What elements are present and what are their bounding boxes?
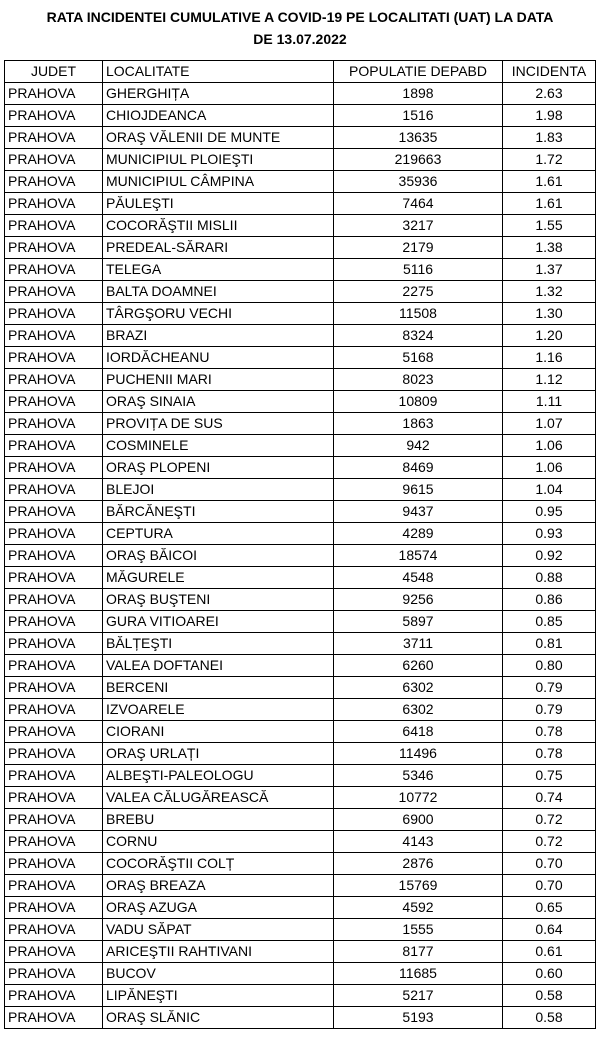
cell-judet: PRAHOVA: [5, 457, 103, 479]
table-row: [5, 303, 596, 325]
table-row: [5, 127, 596, 149]
cell-localitate: IZVOARELE: [103, 699, 334, 721]
cell-localitate: ORAŞ SINAIA: [103, 391, 334, 413]
table-row: [5, 501, 596, 523]
cell-judet: PRAHOVA: [5, 633, 103, 655]
cell-populatie: 219663: [334, 149, 503, 171]
cell-populatie: 1555: [334, 919, 503, 941]
cell-localitate: IORDĂCHEANU: [103, 347, 334, 369]
cell-judet: PRAHOVA: [5, 325, 103, 347]
table-row: [5, 721, 596, 743]
cell-incidenta: 0.61: [503, 941, 596, 963]
header-incidenta: INCIDENTA: [503, 61, 596, 83]
cell-populatie: 7464: [334, 193, 503, 215]
cell-incidenta: 1.11: [503, 391, 596, 413]
table-header: [5, 61, 596, 83]
cell-populatie: 3711: [334, 633, 503, 655]
table-row: [5, 831, 596, 853]
cell-incidenta: 0.58: [503, 1007, 596, 1029]
cell-judet: PRAHOVA: [5, 83, 103, 105]
cell-localitate: BĂRCĂNEŞTI: [103, 501, 334, 523]
cell-localitate: BLEJOI: [103, 479, 334, 501]
cell-incidenta: 2.63: [503, 83, 596, 105]
cell-localitate: BRAZI: [103, 325, 334, 347]
cell-populatie: 6302: [334, 699, 503, 721]
cell-populatie: 6260: [334, 655, 503, 677]
cell-judet: PRAHOVA: [5, 677, 103, 699]
table-row: [5, 523, 596, 545]
cell-incidenta: 1.20: [503, 325, 596, 347]
page-title-line-1: RATA INCIDENTEI CUMULATIVE A COVID-19 PE LOCALITATI (UAT) LA DATA: [46, 9, 554, 25]
cell-localitate: VADU SĂPAT: [103, 919, 334, 941]
table-row: [5, 281, 596, 303]
cell-incidenta: 1.61: [503, 171, 596, 193]
cell-populatie: 8177: [334, 941, 503, 963]
table-row: [5, 105, 596, 127]
cell-localitate: CORNU: [103, 831, 334, 853]
cell-localitate: ORAŞ VĂLENII DE MUNTE: [103, 127, 334, 149]
cell-judet: PRAHOVA: [5, 215, 103, 237]
table-row: [5, 655, 596, 677]
cell-incidenta: 0.95: [503, 501, 596, 523]
cell-localitate: PREDEAL-SĂRARI: [103, 237, 334, 259]
header-localitate: LOCALITATE: [103, 61, 334, 83]
cell-populatie: 5217: [334, 985, 503, 1007]
cell-populatie: 18574: [334, 545, 503, 567]
cell-localitate: ARICEŞTII RAHTIVANI: [103, 941, 334, 963]
table-body: [5, 83, 596, 1029]
cell-judet: PRAHOVA: [5, 875, 103, 897]
cell-judet: PRAHOVA: [5, 963, 103, 985]
cell-incidenta: 0.88: [503, 567, 596, 589]
cell-incidenta: 0.75: [503, 765, 596, 787]
cell-localitate: TELEGA: [103, 259, 334, 281]
cell-judet: PRAHOVA: [5, 303, 103, 325]
table-row: [5, 215, 596, 237]
cell-judet: PRAHOVA: [5, 501, 103, 523]
table-row: [5, 479, 596, 501]
cell-judet: PRAHOVA: [5, 545, 103, 567]
cell-localitate: BĂLȚEŞTI: [103, 633, 334, 655]
table-row: [5, 919, 596, 941]
cell-populatie: 13635: [334, 127, 503, 149]
cell-localitate: CHIOJDEANCA: [103, 105, 334, 127]
cell-localitate: MĂGURELE: [103, 567, 334, 589]
cell-incidenta: 0.70: [503, 875, 596, 897]
page-title: [0, 6, 600, 50]
cell-localitate: MUNICIPIUL PLOIEŞTI: [103, 149, 334, 171]
cell-localitate: VALEA CĂLUGĂREASCĂ: [103, 787, 334, 809]
cell-localitate: PUCHENII MARI: [103, 369, 334, 391]
cell-judet: PRAHOVA: [5, 699, 103, 721]
cell-judet: PRAHOVA: [5, 1007, 103, 1029]
cell-incidenta: 0.72: [503, 809, 596, 831]
table-row: [5, 83, 596, 105]
table-row: [5, 259, 596, 281]
cell-incidenta: 0.92: [503, 545, 596, 567]
table-row: [5, 699, 596, 721]
cell-localitate: ORAŞ PLOPENI: [103, 457, 334, 479]
cell-populatie: 2275: [334, 281, 503, 303]
cell-incidenta: 0.74: [503, 787, 596, 809]
cell-populatie: 5897: [334, 611, 503, 633]
cell-judet: PRAHOVA: [5, 281, 103, 303]
cell-incidenta: 0.79: [503, 699, 596, 721]
cell-judet: PRAHOVA: [5, 149, 103, 171]
table-row: [5, 677, 596, 699]
cell-incidenta: 1.98: [503, 105, 596, 127]
cell-localitate: VALEA DOFTANEI: [103, 655, 334, 677]
cell-populatie: 3217: [334, 215, 503, 237]
cell-judet: PRAHOVA: [5, 347, 103, 369]
cell-populatie: 8324: [334, 325, 503, 347]
cell-localitate: ALBEŞTI-PALEOLOGU: [103, 765, 334, 787]
header-populatie: POPULATIE DEPABD: [334, 61, 503, 83]
cell-populatie: 15769: [334, 875, 503, 897]
cell-populatie: 4289: [334, 523, 503, 545]
cell-populatie: 6418: [334, 721, 503, 743]
cell-judet: PRAHOVA: [5, 391, 103, 413]
cell-incidenta: 1.16: [503, 347, 596, 369]
cell-localitate: CIORANI: [103, 721, 334, 743]
cell-incidenta: 0.78: [503, 743, 596, 765]
cell-judet: PRAHOVA: [5, 479, 103, 501]
cell-populatie: 9615: [334, 479, 503, 501]
table-row: [5, 985, 596, 1007]
cell-populatie: 4143: [334, 831, 503, 853]
header-row: [5, 61, 596, 83]
cell-populatie: 9256: [334, 589, 503, 611]
cell-judet: PRAHOVA: [5, 853, 103, 875]
table-row: [5, 435, 596, 457]
cell-populatie: 11508: [334, 303, 503, 325]
cell-incidenta: 1.07: [503, 413, 596, 435]
cell-populatie: 2179: [334, 237, 503, 259]
table-row: [5, 237, 596, 259]
cell-judet: PRAHOVA: [5, 765, 103, 787]
cell-incidenta: 1.37: [503, 259, 596, 281]
cell-incidenta: 1.38: [503, 237, 596, 259]
cell-incidenta: 0.86: [503, 589, 596, 611]
cell-incidenta: 0.70: [503, 853, 596, 875]
cell-populatie: 5168: [334, 347, 503, 369]
cell-localitate: BUCOV: [103, 963, 334, 985]
cell-incidenta: 0.80: [503, 655, 596, 677]
cell-populatie: 9437: [334, 501, 503, 523]
cell-incidenta: 1.61: [503, 193, 596, 215]
cell-incidenta: 0.64: [503, 919, 596, 941]
cell-judet: PRAHOVA: [5, 831, 103, 853]
cell-incidenta: 1.06: [503, 457, 596, 479]
table-row: [5, 611, 596, 633]
cell-populatie: 11685: [334, 963, 503, 985]
cell-localitate: BALTA DOAMNEI: [103, 281, 334, 303]
table-row: [5, 633, 596, 655]
table-row: [5, 941, 596, 963]
table-row: [5, 809, 596, 831]
cell-populatie: 1516: [334, 105, 503, 127]
table-row: [5, 413, 596, 435]
cell-localitate: TÂRGŞORU VECHI: [103, 303, 334, 325]
cell-incidenta: 0.78: [503, 721, 596, 743]
table-row: [5, 193, 596, 215]
cell-judet: PRAHOVA: [5, 897, 103, 919]
cell-populatie: 6900: [334, 809, 503, 831]
cell-judet: PRAHOVA: [5, 435, 103, 457]
cell-judet: PRAHOVA: [5, 259, 103, 281]
cell-judet: PRAHOVA: [5, 787, 103, 809]
cell-incidenta: 0.79: [503, 677, 596, 699]
cell-localitate: ORAŞ SLĂNIC: [103, 1007, 334, 1029]
table-row: [5, 743, 596, 765]
cell-populatie: 4592: [334, 897, 503, 919]
cell-judet: PRAHOVA: [5, 721, 103, 743]
cell-incidenta: 1.12: [503, 369, 596, 391]
cell-localitate: ORAŞ URLAȚI: [103, 743, 334, 765]
table-row: [5, 347, 596, 369]
cell-incidenta: 1.04: [503, 479, 596, 501]
cell-localitate: ORAŞ BREAZA: [103, 875, 334, 897]
cell-incidenta: 1.30: [503, 303, 596, 325]
cell-populatie: 1898: [334, 83, 503, 105]
cell-incidenta: 0.58: [503, 985, 596, 1007]
cell-populatie: 10809: [334, 391, 503, 413]
cell-judet: PRAHOVA: [5, 567, 103, 589]
cell-localitate: COSMINELE: [103, 435, 334, 457]
table-row: [5, 567, 596, 589]
cell-judet: PRAHOVA: [5, 369, 103, 391]
cell-localitate: COCORĂŞTII MISLII: [103, 215, 334, 237]
cell-populatie: 10772: [334, 787, 503, 809]
cell-judet: PRAHOVA: [5, 809, 103, 831]
cell-localitate: ORAŞ BUŞTENI: [103, 589, 334, 611]
cell-populatie: 1863: [334, 413, 503, 435]
table-row: [5, 171, 596, 193]
cell-incidenta: 0.65: [503, 897, 596, 919]
cell-localitate: ORAŞ AZUGA: [103, 897, 334, 919]
cell-judet: PRAHOVA: [5, 985, 103, 1007]
cell-localitate: BERCENI: [103, 677, 334, 699]
cell-judet: PRAHOVA: [5, 237, 103, 259]
cell-localitate: CEPTURA: [103, 523, 334, 545]
table-row: [5, 963, 596, 985]
cell-populatie: 2876: [334, 853, 503, 875]
cell-incidenta: 0.81: [503, 633, 596, 655]
cell-incidenta: 0.72: [503, 831, 596, 853]
cell-judet: PRAHOVA: [5, 589, 103, 611]
cell-judet: PRAHOVA: [5, 413, 103, 435]
cell-populatie: 8023: [334, 369, 503, 391]
table-row: [5, 391, 596, 413]
cell-populatie: 4548: [334, 567, 503, 589]
header-judet: JUDET: [5, 61, 103, 83]
table-row: [5, 589, 596, 611]
cell-localitate: ORAŞ BĂICOI: [103, 545, 334, 567]
cell-judet: PRAHOVA: [5, 105, 103, 127]
cell-judet: PRAHOVA: [5, 655, 103, 677]
table-row: [5, 149, 596, 171]
cell-judet: PRAHOVA: [5, 743, 103, 765]
cell-judet: PRAHOVA: [5, 171, 103, 193]
cell-incidenta: 1.83: [503, 127, 596, 149]
cell-localitate: GURA VITIOAREI: [103, 611, 334, 633]
cell-incidenta: 1.72: [503, 149, 596, 171]
cell-populatie: 5346: [334, 765, 503, 787]
table-row: [5, 875, 596, 897]
cell-populatie: 5193: [334, 1007, 503, 1029]
cell-judet: PRAHOVA: [5, 941, 103, 963]
cell-populatie: 942: [334, 435, 503, 457]
page-title-line-2: DE 13.07.2022: [253, 31, 347, 47]
cell-populatie: 6302: [334, 677, 503, 699]
cell-localitate: GHERGHIȚA: [103, 83, 334, 105]
table-row: [5, 853, 596, 875]
incidence-table: [4, 60, 596, 1029]
cell-judet: PRAHOVA: [5, 919, 103, 941]
table-row: [5, 545, 596, 567]
cell-localitate: COCORĂŞTII COLȚ: [103, 853, 334, 875]
cell-localitate: PROVIȚA DE SUS: [103, 413, 334, 435]
cell-incidenta: 0.60: [503, 963, 596, 985]
table-row: [5, 787, 596, 809]
cell-populatie: 11496: [334, 743, 503, 765]
table-row: [5, 897, 596, 919]
table-row: [5, 1007, 596, 1029]
cell-incidenta: 0.93: [503, 523, 596, 545]
cell-incidenta: 1.06: [503, 435, 596, 457]
cell-localitate: MUNICIPIUL CÂMPINA: [103, 171, 334, 193]
table-row: [5, 765, 596, 787]
cell-localitate: PĂULEŞTI: [103, 193, 334, 215]
table-row: [5, 325, 596, 347]
cell-judet: PRAHOVA: [5, 523, 103, 545]
cell-populatie: 35936: [334, 171, 503, 193]
cell-localitate: LIPĂNEŞTI: [103, 985, 334, 1007]
cell-localitate: BREBU: [103, 809, 334, 831]
cell-populatie: 5116: [334, 259, 503, 281]
table-row: [5, 457, 596, 479]
cell-incidenta: 0.85: [503, 611, 596, 633]
cell-judet: PRAHOVA: [5, 127, 103, 149]
cell-incidenta: 1.32: [503, 281, 596, 303]
table-row: [5, 369, 596, 391]
cell-populatie: 8469: [334, 457, 503, 479]
cell-judet: PRAHOVA: [5, 193, 103, 215]
cell-judet: PRAHOVA: [5, 611, 103, 633]
cell-incidenta: 1.55: [503, 215, 596, 237]
